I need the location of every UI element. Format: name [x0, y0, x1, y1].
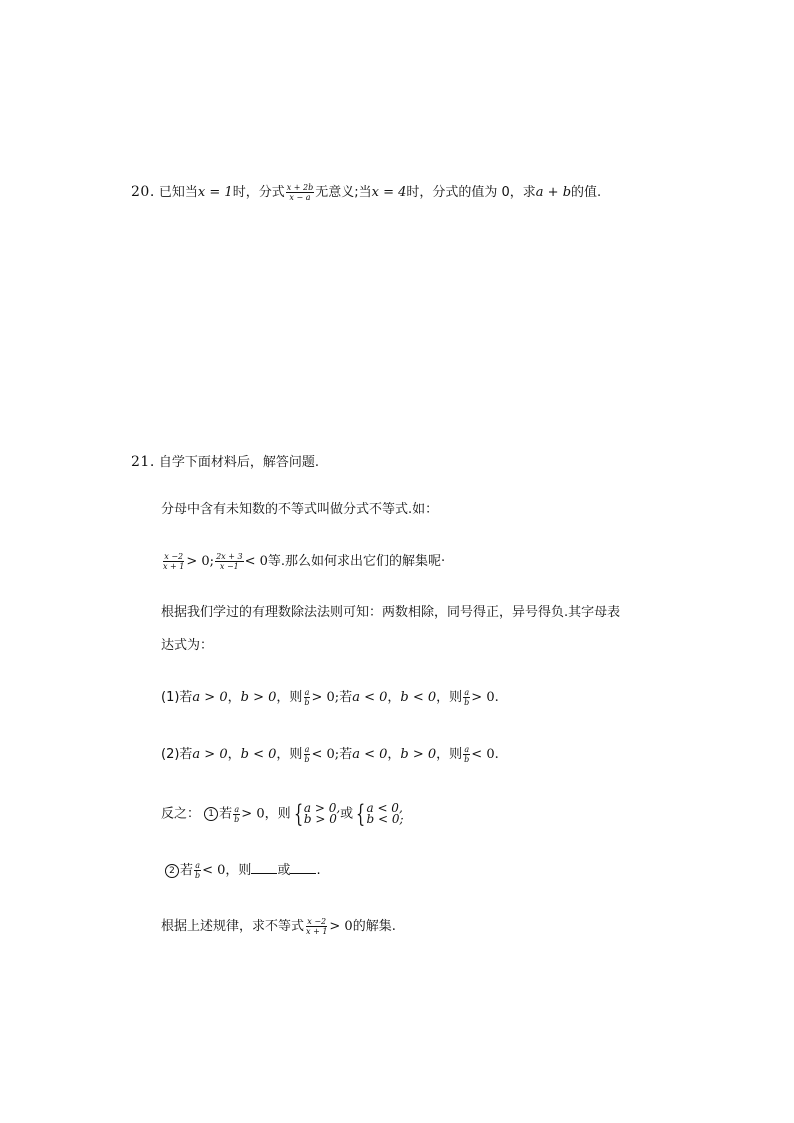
fraction: $\frac{2x + 3}{x -1}$	[216, 552, 243, 571]
fraction: $\frac{a}{b}$	[195, 861, 201, 880]
paragraph-rule-1: 根据我们学过的有理数除法法则可知：两数相除，同号得正，异号得负.其字母表	[161, 605, 621, 620]
answer-blank[interactable]	[290, 861, 316, 874]
rule-2: (2)若a > 0，b < 0，则 $\frac{a}{b}$ < 0;若a < 0，b > 0，则 $\frac{a}{b}$ < 0.	[161, 745, 499, 764]
fraction: $\frac{a}{b}$	[304, 745, 310, 764]
fraction: $\frac{a}{b}$	[234, 804, 240, 824]
fraction: $\frac{a}{b}$	[464, 688, 470, 707]
circled-number-icon: 2	[165, 864, 179, 878]
answer-blank[interactable]	[251, 861, 277, 874]
fraction: $\frac{a}{b}$	[304, 688, 310, 707]
examples-line: $\frac{x -2}{x + 1}$ > 0; $\frac{2x + 3}{x -1}$ < 0等.那么如何求出它们的解集呢·	[163, 552, 446, 571]
question-number: 20.	[131, 184, 155, 200]
paragraph-rule-2: 达式为：	[161, 638, 214, 653]
question-21-intro: 21. 自学下面材料后，解答问题.	[131, 454, 320, 470]
system-of-inequalities: { a > 0, b > 0	[293, 800, 341, 828]
converse-2: 2 若 $\frac{a}{b}$ < 0，则 或 .	[165, 861, 321, 880]
fraction: $\frac{x -2}{x + 1}$	[306, 917, 328, 936]
fraction: $\frac{a}{b}$	[464, 745, 470, 764]
fraction: $\frac{x -2}{x + 1}$	[163, 552, 185, 571]
paragraph-definition: 分母中含有未知数的不等式叫做分式不等式.如：	[161, 502, 439, 517]
question-number: 21.	[131, 454, 155, 470]
converse-1: 反之： 1 若 $\frac{a}{b}$ > 0，则 { a > 0, b > 0 或 { a < 0, b < 0;	[161, 800, 404, 828]
system-of-inequalities: { a < 0, b < 0;	[356, 800, 404, 828]
circled-number-icon: 1	[204, 807, 218, 821]
final-task: 根据上述规律，求不等式 $\frac{x -2}{x + 1}$ > 0的解集.	[161, 917, 396, 936]
question-20: 20. 已知当x = 1时，分式 $\frac{x + 2b}{x - a}$ 无意义;当x = 4时，分式的值为 0，求a + b的值.	[131, 183, 602, 202]
rule-1: (1)若a > 0，b > 0，则 $\frac{a}{b}$ > 0;若a < 0，b < 0，则 $\frac{a}{b}$ > 0.	[161, 688, 499, 707]
fraction: $\frac{x + 2b}{x - a}$	[286, 183, 314, 202]
